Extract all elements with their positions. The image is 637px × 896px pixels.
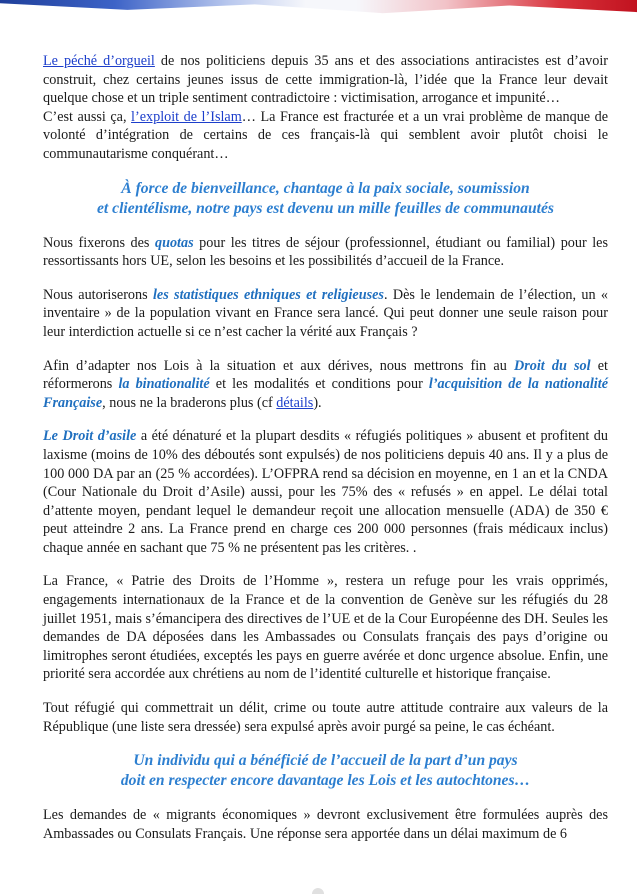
flag-wave-graphic [0, 0, 637, 22]
keyword-binationalite: la binationalité [118, 376, 210, 393]
keyword-acquisition-nationalite: l’acquisition de la nationalité Française [43, 376, 608, 411]
paragraph-text: a été dénaturé et la plupart desdits « réfugiés politiques » abusent et profitent du laxisme (moins de 10% des déboutés sont expulsés) de nos politiciens depuis 40 ans. Il y a plus de 100 000 DA par an (25 % accordées). L’OFPRA rend sa décision en moyenne, en 1 an et la CNDA (Cour Nationale du Droit d’Asile) aussi, pour les 75% des « refusés » en appel. Le délai total d’attente moyen, pendant lequel le demandeur reçoit une allocation mensuelle (ADA) de 350 € peut atteindre 2 ans. La France prend en charge ces 200 000 personnes (frais médicaux inclus) chaque année en sachant que 75 % ne présentent pas les critères. . [43, 428, 608, 556]
paragraph-text: … La France est fracturée et a un vrai problème de manque de volonté d’intégration de certains de ces français-là qui semblent avoir plutôt choisi le communautarisme conquérant… [43, 108, 608, 162]
paragraph-droit-asile [43, 427, 608, 557]
paragraph-orgueil [43, 52, 608, 164]
paragraph-text: de nos politiciens depuis 35 ans et des associations antiracistes est d’avoir construit, chez certains jeunes issus de cette immigration-là, l’idée que la France leur devait quelque chose et un triple sentiment contradictoire : victimisation, arrogance et impunité… [43, 53, 609, 107]
link-details[interactable]: détails [276, 394, 314, 411]
paragraph-statistiques [43, 286, 608, 342]
paragraph-quotas [43, 234, 608, 271]
paragraph-text: Nous autoriserons [43, 286, 153, 303]
paragraph-line [43, 108, 608, 164]
link-peche-orgueil[interactable]: Le péché d’orgueil [43, 53, 155, 69]
headline-respect-lois [43, 751, 608, 791]
paragraph-text: ). [313, 394, 322, 411]
keyword-droit-asile: Le Droit d’asile [43, 428, 137, 445]
headline-line: Un individu qui a bénéficié de l’accueil de la part d’un pays [133, 752, 518, 770]
paragraph-text: Afin d’adapter nos Lois à la situation et aux dérives, nous mettrons fin au [43, 357, 514, 374]
paragraph-text: et réformerons [43, 357, 608, 393]
keyword-statistiques: les statistiques ethniques et religieuses [152, 286, 384, 303]
paragraph-droit-du-sol [43, 357, 608, 413]
headline-communautes [43, 179, 608, 219]
headline-line: et clientélisme, notre pays est devenu un mille feuilles de communautés [97, 199, 554, 217]
paragraph-text: et les modalités et conditions pour [209, 376, 429, 393]
paragraph-patrie-droits-homme [43, 572, 608, 684]
paragraph-text: Les demandes de « migrants économiques » devront exclusivement être formulées auprès des Ambassades ou Consulats Français. Une réponse sera apportée dans un délai maximum de 6 [43, 807, 608, 842]
paragraph-refugie-expulse [43, 699, 608, 736]
paragraph-text: C’est aussi ça, [43, 108, 132, 125]
keyword-quotas: quotas [154, 234, 194, 251]
paragraph-text: pour les titres de séjour (professionnel, étudiant ou familial) pour les ressortissants hors UE, selon les besoins et les possibilités d’accueil de la France. [43, 234, 608, 270]
headline-line: À force de bienveillance, chantage à la paix sociale, soumission [121, 179, 530, 197]
paragraph-text: . Dès le lendemain de l’élection, un « inventaire » de la population vivant en France sera lancé. Qui peut donner une seule raison pour leur interdiction actuelle si ce n’est cacher la vérité aux Français ? [43, 286, 608, 340]
french-flag-banner [0, 0, 637, 22]
page-bottom-decoration [312, 888, 324, 894]
paragraph-text: Tout réfugié qui commettrait un délit, crime ou toute autre attitude contraire aux valeurs de la République (une liste sera dressée) sera expulsé après avoir purgé sa peine, le cas échéant. [43, 700, 608, 735]
link-exploit-islam[interactable]: l’exploit de l’Islam [131, 108, 242, 125]
keyword-droit-du-sol: Droit du sol [513, 357, 591, 374]
paragraph-text: , nous ne la braderons plus (cf [102, 394, 277, 411]
paragraph-text: Nous fixerons des [43, 234, 155, 251]
paragraph-migrants-economiques [43, 806, 608, 843]
headline-line: doit en respecter encore davantage les Lois et les autochtones… [120, 772, 531, 790]
paragraph-text: La France, « Patrie des Droits de l’Homme », restera un refuge pour les vrais opprimés, engagements internationaux de la France et de la convention de Genève sur les réfugiés du 28 juillet 1951, mais s’émancipera des directives de l’UE et de la Cour Européenne des DH. Seules les demandes de DA déposées dans les Ambassades ou Consulats français des pays d’origine ou limitrophes seront étudiées, exceptés les pays en guerre avérée et donc urgence absolue. Enfin, une priorité sera accordée aux chrétiens au nom de l’identité culturelle et historique française. [43, 573, 608, 683]
document-body [43, 52, 608, 843]
